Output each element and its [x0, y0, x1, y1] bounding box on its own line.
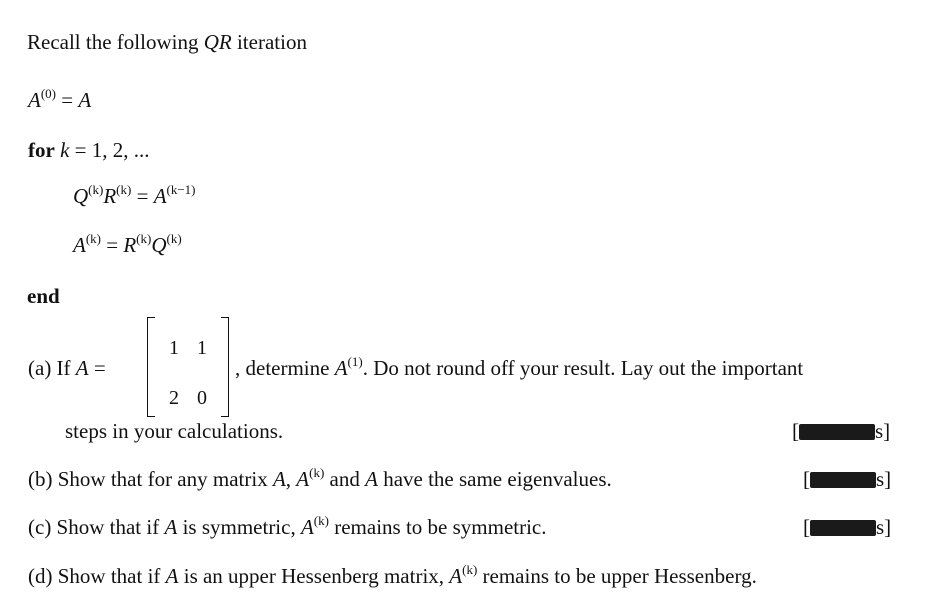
step2-r: R [123, 233, 137, 257]
part-b-rest: have the same eigenvalues. [383, 467, 612, 491]
part-c-sup: (k) [313, 513, 329, 528]
step2-q: Q [151, 233, 167, 257]
part-c-rest: remains to be symmetric. [334, 515, 547, 539]
part-b-sup: (k) [309, 465, 325, 480]
for-k: k [60, 138, 70, 162]
init-eq: = [56, 88, 79, 112]
part-b-a2: A [365, 467, 378, 491]
part-b-mid: and [329, 467, 360, 491]
rq-step-equation [73, 233, 182, 258]
part-c-label: (c) Show that if [28, 515, 160, 539]
marks-close: s] [876, 515, 892, 539]
marks-close: s] [875, 419, 891, 443]
part-a-label: (a) If [28, 356, 71, 380]
part-a-a: A [75, 356, 89, 380]
part-c-mid: is symmetric, [182, 515, 296, 539]
part-a-line2: steps in your calculations. [65, 419, 284, 443]
part-a-rest: . Do not round off your result. Lay out the important [362, 356, 804, 380]
matrix-cell: 0 [197, 387, 207, 409]
part-d-mid: is an upper Hessenberg matrix, [183, 564, 445, 588]
part-c-ak: A [300, 515, 314, 539]
part-d-sup: (k) [462, 562, 478, 577]
step1-a-sup: (k−1) [166, 182, 196, 197]
part-a-after: , determine [235, 356, 330, 380]
step2-r-sup: (k) [136, 231, 152, 246]
marks-open: [ [803, 515, 810, 539]
part-d [28, 564, 757, 589]
matrix-cell: 2 [169, 387, 179, 409]
for-eq: = [69, 138, 92, 162]
end-keyword: end [27, 284, 60, 308]
matrix-left-bracket [147, 317, 155, 417]
part-b: (b) Show that for any matrix A, $A^{(k)}$ and A have the same eigenvalues. [28, 465, 612, 491]
part-b-label: (b) Show that for any matrix [28, 467, 268, 491]
step1-eq: = [131, 184, 154, 208]
init-sup: (0) [40, 86, 56, 101]
step2-q-sup: (k) [166, 231, 182, 246]
part-a-a1: A [334, 356, 348, 380]
marks-close: s] [876, 467, 892, 491]
part-d-ak: A [449, 564, 463, 588]
intro-text: Recall the following [27, 30, 199, 54]
redaction-a [799, 424, 875, 440]
step1-a: A [153, 184, 167, 208]
marks-c [803, 515, 891, 540]
part-a-a1-sup: (1) [347, 354, 363, 369]
qr-symbol: QR [203, 30, 232, 54]
step2-a: A [73, 233, 86, 257]
marks-open: [ [803, 467, 810, 491]
part-a-text [235, 356, 803, 381]
part-a-eq: = [88, 356, 106, 380]
step2-eq: = [101, 233, 124, 257]
init-rhs: A [78, 88, 92, 112]
matrix-right-bracket [221, 317, 229, 417]
matrix-cell: 1 [197, 337, 207, 359]
intro-line [27, 30, 307, 55]
redaction-c [810, 520, 876, 536]
part-b-ak: A [296, 467, 310, 491]
matrix [147, 317, 229, 417]
part-d-rest: remains to be upper Hessenberg. [482, 564, 757, 588]
part-d-label: (d) Show that if [28, 564, 161, 588]
init-a: A [28, 88, 41, 112]
part-c-a: A [164, 515, 178, 539]
step1-q-sup: (k) [88, 182, 104, 197]
step1-r: R [103, 184, 117, 208]
part-b-a: A [272, 467, 286, 491]
part-c [28, 515, 547, 540]
for-keyword: for [28, 138, 55, 162]
marks-open: [ [792, 419, 799, 443]
init-equation [28, 88, 91, 113]
step1-r-sup: (k) [116, 182, 132, 197]
for-range: 1, 2, ... [91, 138, 150, 162]
marks-a [792, 419, 890, 444]
step2-a-sup: (k) [85, 231, 101, 246]
marks-b [803, 467, 891, 492]
part-a-prefix [28, 356, 106, 381]
redaction-b [810, 472, 876, 488]
qr-step-equation [73, 184, 196, 209]
intro-iteration: iteration [236, 30, 307, 54]
part-d-a: A [165, 564, 179, 588]
for-line [28, 138, 150, 163]
matrix-cell: 1 [169, 337, 179, 359]
step1-q: Q [73, 184, 89, 208]
